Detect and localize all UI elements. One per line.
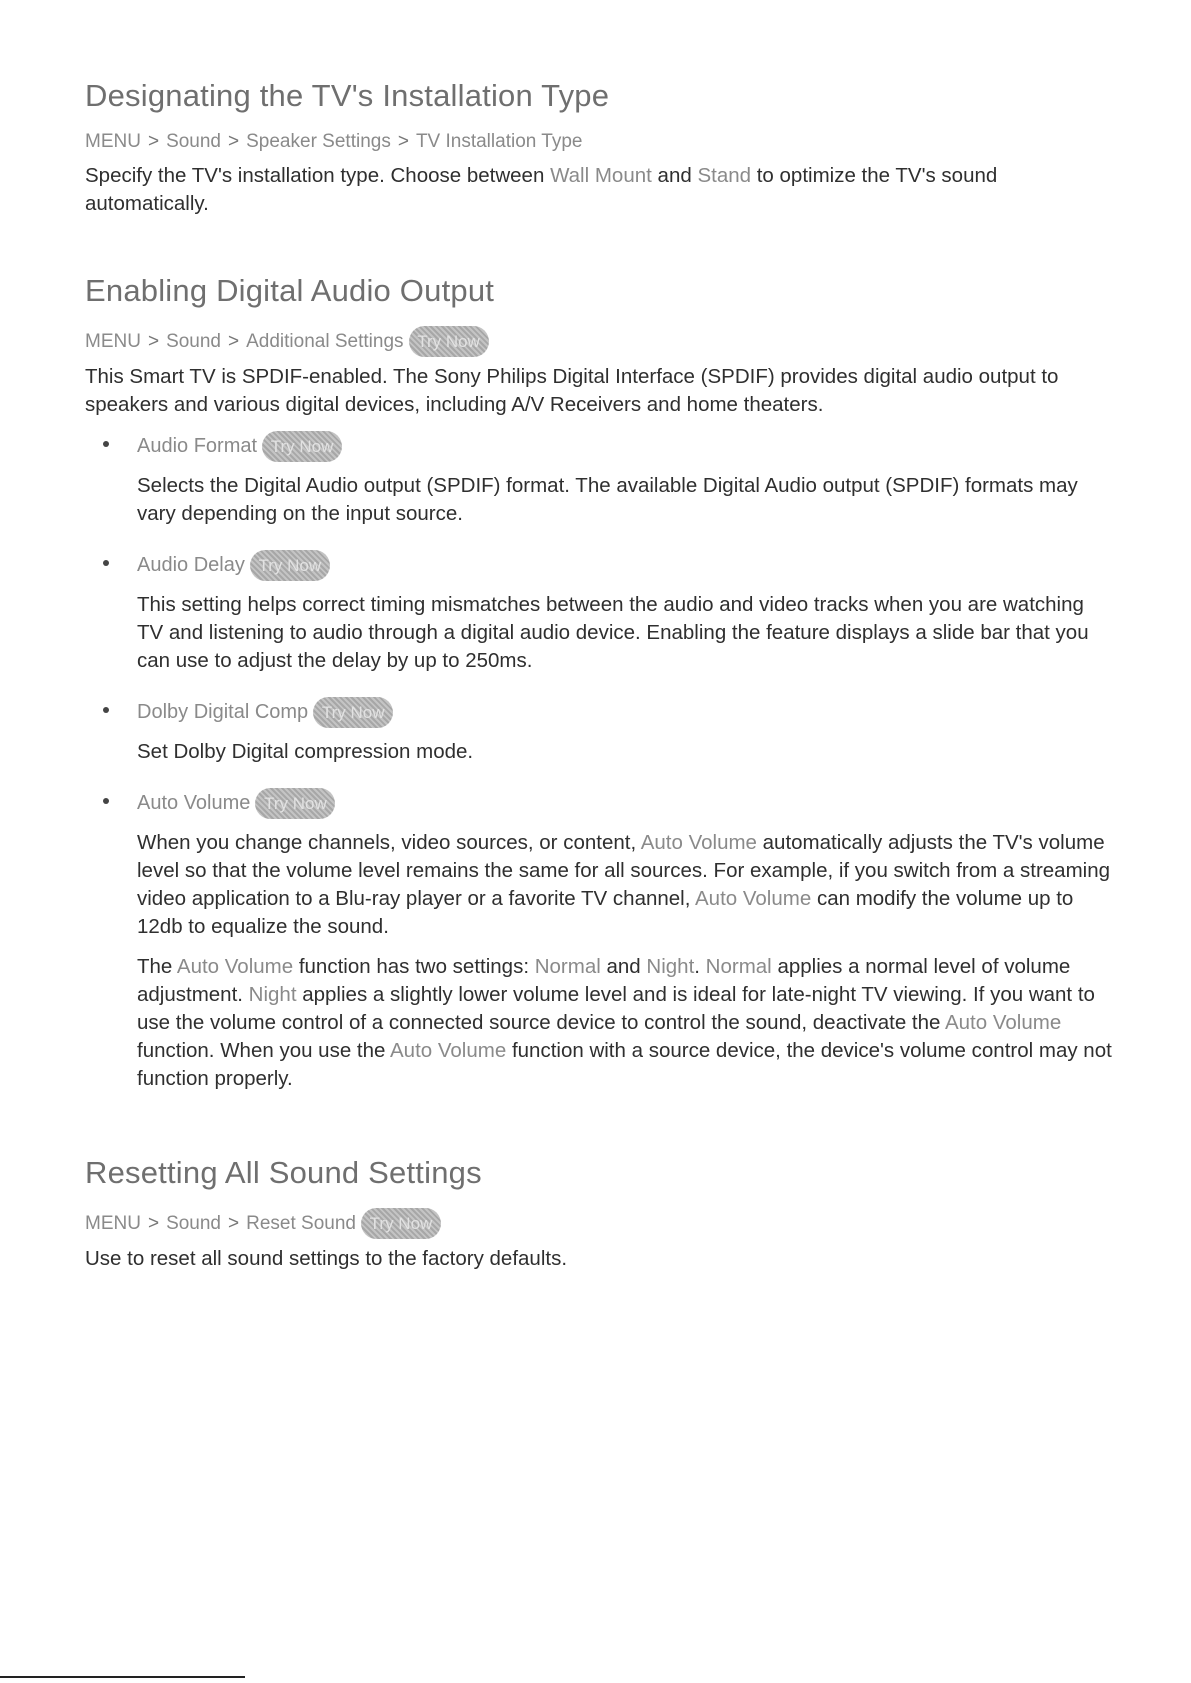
item-title-text[interactable]: Dolby Digital Comp [137,700,309,723]
path-sound[interactable]: Sound [166,1212,222,1234]
path-speaker-settings[interactable]: Speaker Settings [246,131,391,152]
path-separator: > [397,131,409,152]
item-title [137,695,1115,729]
item-title [137,786,1115,820]
section-digital-audio-output [85,273,1115,1093]
path-tv-installation-type[interactable]: TV Installation Type [415,131,583,152]
path-menu[interactable]: MENU [85,131,141,152]
item-title-text[interactable]: Audio Delay [137,553,245,576]
path-separator: > [228,1212,240,1234]
bullet-icon [103,441,109,447]
try-now-button[interactable]: Try Now [262,431,342,462]
option-wall-mount: Wall Mount [550,164,652,187]
path-additional-settings[interactable]: Additional Settings [246,330,404,352]
bullet-icon [103,560,109,566]
term-auto-volume: Auto Volume [695,887,812,910]
section-body [85,162,1115,218]
path-reset-sound[interactable]: Reset Sound [246,1212,356,1234]
text-run: When you change channels, video sources, or content, [137,831,641,854]
path-menu[interactable]: MENU [85,330,141,352]
path-separator: > [147,330,160,352]
path-sound[interactable]: Sound [166,330,222,352]
menu-path [85,131,1115,153]
text-run: The [137,955,177,978]
path-separator: > [228,131,240,152]
text-run: function with a source device, the device's volume control may not function properly. [137,1039,1112,1090]
text-run: can modify the volume up to 12db to equalize the sound. [137,887,1074,938]
path-separator: > [147,1212,160,1234]
term-normal: Normal [705,955,772,978]
text-run: and [600,955,647,978]
bullet-icon [103,707,109,713]
item-description [137,953,1115,1093]
try-now-button[interactable]: Try Now [409,326,489,357]
item-title [137,429,1115,463]
item-title [137,548,1115,582]
try-now-button[interactable]: Try Now [255,788,335,819]
try-now-button[interactable]: Try Now [313,697,393,728]
term-night: Night [646,955,695,978]
text-run: applies a slightly lower volume level and is ideal for late-night TV viewing. If you want to use the volume control of a connected source device to control the sound, deactivate the [137,983,1095,1034]
text-run: applies a normal level of volume adjustment. [137,955,1071,1006]
term-auto-volume: Auto Volume [390,1039,507,1062]
text-run: function. When you use the [137,1039,390,1062]
list-item-dolby-digital-comp [85,695,1115,766]
term-normal: Normal [534,955,601,978]
path-separator: > [147,131,160,152]
text-run: automatically adjusts the TV's volume level so that the volume level remains the same for all sources. For example, if you switch from a streaming video application to a Blu-ray player or a favorite TV channel, [137,831,1111,910]
item-description: This setting helps correct timing mismatches between the audio and video tracks when you are watching TV and listening to audio through a digital audio device. Enabling the feature displays a slide bar that you can use to adjust the delay by up to 250ms. [137,593,1089,672]
text-run: to optimize the TV's sound automatically. [85,164,998,215]
list-item-audio-delay [85,548,1115,675]
section-title: Designating the TV's Installation Type [85,78,610,113]
text-run: and [651,164,698,187]
term-auto-volume: Auto Volume [944,1011,1062,1034]
item-title-text[interactable]: Auto Volume [137,791,251,814]
item-description [137,829,1115,941]
term-auto-volume: Auto Volume [640,831,757,854]
bullet-icon [103,798,109,804]
list-item-audio-format [85,429,1115,528]
section-title: Resetting All Sound Settings [85,1155,482,1190]
try-now-button[interactable]: Try Now [250,550,330,581]
text-run: . [694,955,706,978]
item-description: Selects the Digital Audio output (SPDIF) format. The available Digital Audio output (SPDIF) formats may vary depending on the input source. [137,474,1078,525]
term-auto-volume: Auto Volume [176,955,294,978]
footer-rule [0,1676,245,1678]
section-reset-sound [85,1155,1115,1273]
text-run: function has two settings: [293,955,535,978]
path-menu[interactable]: MENU [85,1212,141,1234]
menu-path [85,1208,1115,1239]
try-now-button[interactable]: Try Now [361,1208,441,1239]
term-night: Night [248,983,297,1006]
item-title-text[interactable]: Audio Format [137,434,258,457]
section-body: This Smart TV is SPDIF-enabled. The Sony Philips Digital Interface (SPDIF) provides digital audio output to speakers and various digital devices, including A/V Receivers and home theaters. [85,365,1059,416]
section-title: Enabling Digital Audio Output [85,273,495,308]
text-run: Specify the TV's installation type. Choose between [85,164,551,187]
path-separator: > [228,330,240,352]
manual-page [85,78,1115,1273]
option-stand: Stand [697,164,752,187]
item-description: Set Dolby Digital compression mode. [137,740,474,763]
section-body: Use to reset all sound settings to the factory defaults. [85,1247,568,1270]
settings-list [85,429,1115,1093]
path-sound[interactable]: Sound [166,131,222,152]
menu-path [85,326,1115,357]
section-installation-type [85,78,1115,218]
list-item-auto-volume [85,786,1115,1093]
